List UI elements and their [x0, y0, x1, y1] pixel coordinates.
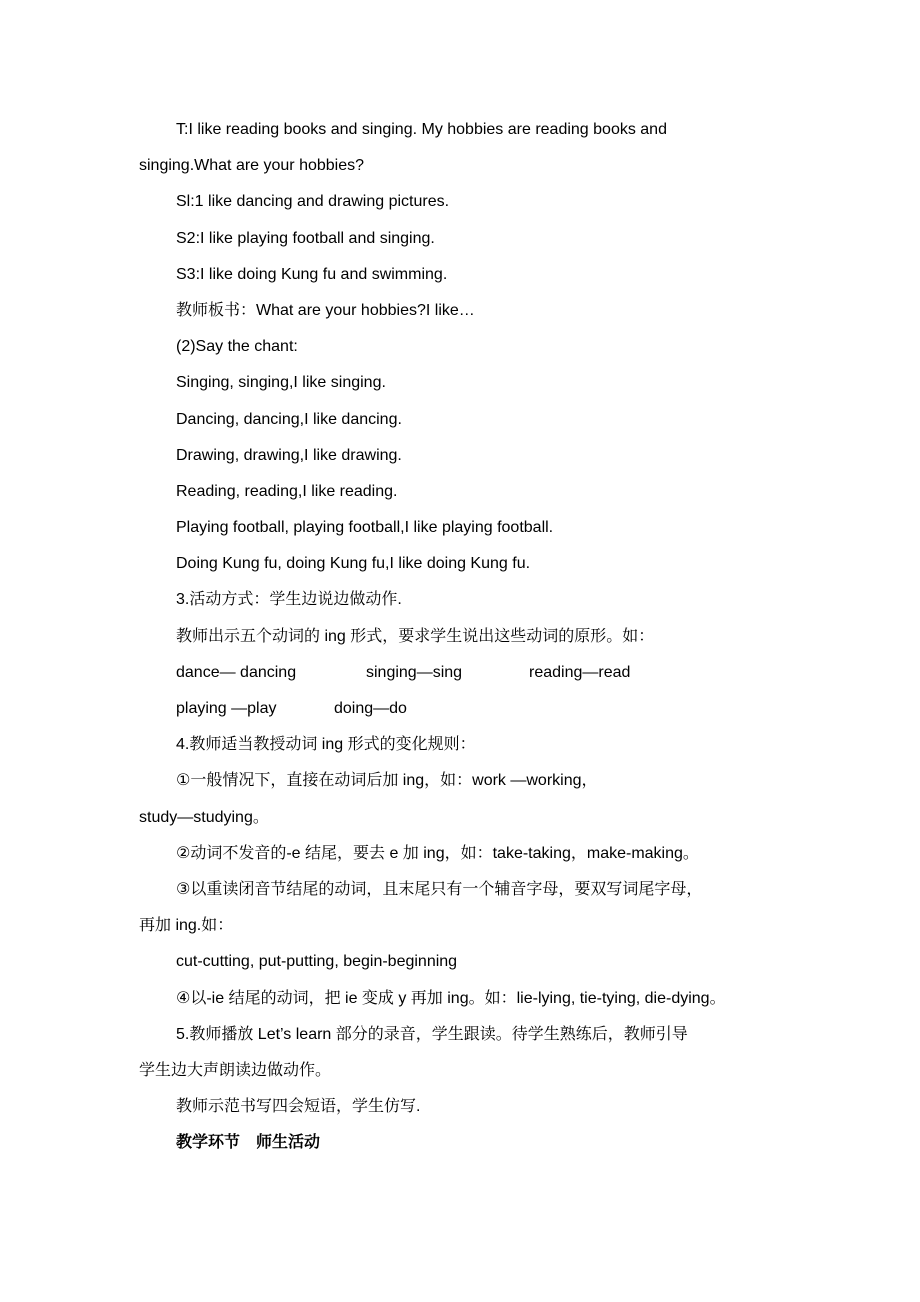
rule-line: ②动词不发音的-e 结尾，要去 e 加 ing，如：take-taking，make-making。 — [176, 844, 699, 862]
paragraph-line: 教师出示五个动词的 ing 形式，要求学生说出这些动词的原形。如： — [176, 627, 655, 645]
chant-line: Doing Kung fu, doing Kung fu,I like doing Kung fu. — [176, 555, 531, 573]
chant-line: Drawing, drawing,I like drawing. — [176, 446, 402, 464]
rule-line: ④以-ie 结尾的动词，把 ie 变成 y 再加 ing。如：lie-lying, tie-tying, die-dying。 — [176, 989, 726, 1007]
example-pair: reading—read — [529, 663, 631, 681]
rule-line: ③以重读闭音节结尾的动词，且末尾只有一个辅音字母，要双写词尾字母， — [176, 880, 703, 898]
paragraph-line: 4.教师适当教授动词 ing 形式的变化规则： — [176, 736, 476, 754]
paragraph-line: T:I like reading books and singing. My hobbies are reading books and — [176, 121, 667, 138]
chant-line: Playing football, playing football,I like playing football. — [176, 519, 554, 537]
rule-line: ①一般情况下，直接在动词后加 ing，如：work —working， — [176, 772, 598, 790]
example-pair: dance— dancing — [176, 663, 297, 681]
example-pair: doing—do — [334, 700, 407, 717]
paragraph-line: 教师板书：What are your hobbies?I like… — [176, 301, 475, 319]
example-pair: singing—sing — [366, 663, 463, 681]
paragraph-line: 学生边大声朗读边做动作。 — [139, 1061, 332, 1079]
rule-line: study—studying。 — [139, 808, 269, 826]
chant-line: Dancing, dancing,I like dancing. — [176, 410, 402, 428]
paragraph-line: 3.活动方式：学生边说边做动作. — [176, 591, 402, 609]
rule-line: cut-cutting, put-putting, begin-beginning — [176, 953, 458, 971]
paragraph-line: 5.教师播放 Let’s learn 部分的录音，学生跟读。待学生熟练后，教师引导 — [176, 1025, 688, 1043]
chant-line: Singing, singing,I like singing. — [176, 374, 386, 392]
paragraph-line: singing.What are your hobbies? — [139, 157, 365, 175]
section-heading: (2)Say the chant: — [176, 338, 298, 356]
example-row — [139, 691, 799, 727]
table-heading: 教学环节 师生活动 — [176, 1134, 321, 1152]
example-row — [139, 655, 799, 691]
rule-line: 再加 ing.如： — [139, 917, 234, 935]
document-page — [139, 112, 799, 1161]
chant-line: Reading, reading,I like reading. — [176, 482, 398, 500]
paragraph-line: 教师示范书写四会短语，学生仿写. — [176, 1098, 421, 1116]
example-pair: playing —play — [176, 700, 277, 717]
paragraph-line: Sl:1 like dancing and drawing pictures. — [176, 193, 450, 211]
paragraph-line: S2:I like playing football and singing. — [176, 229, 435, 247]
paragraph-line: S3:I like doing Kung fu and swimming. — [176, 265, 448, 283]
